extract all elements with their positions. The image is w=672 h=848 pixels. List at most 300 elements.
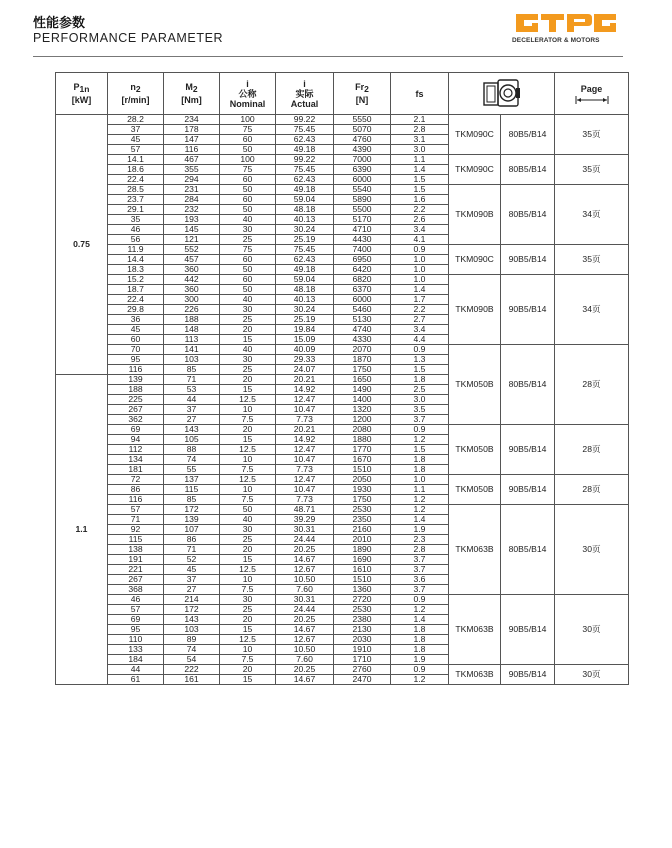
n2-cell: 267 — [108, 575, 164, 585]
n2-cell: 115 — [108, 535, 164, 545]
i-nominal-cell: 15 — [220, 625, 276, 635]
model-cell: TKM090C — [449, 115, 501, 155]
i-actual-cell: 49.18 — [276, 265, 334, 275]
m2-cell: 74 — [164, 645, 220, 655]
i-nominal-cell: 20 — [220, 375, 276, 385]
m2-cell: 226 — [164, 305, 220, 315]
i-actual-cell: 49.18 — [276, 185, 334, 195]
fs-cell: 3.7 — [391, 415, 449, 425]
i-actual-cell: 62.43 — [276, 175, 334, 185]
flange-cell: 90B5/B14 — [501, 595, 555, 665]
i-actual-cell: 12.47 — [276, 475, 334, 485]
i-nominal-cell: 12.5 — [220, 475, 276, 485]
n2-cell: 29.1 — [108, 205, 164, 215]
m2-cell: 360 — [164, 285, 220, 295]
i-actual-cell: 48.18 — [276, 205, 334, 215]
i-nominal-cell: 75 — [220, 165, 276, 175]
m2-cell: 222 — [164, 665, 220, 675]
i-actual-cell: 30.24 — [276, 225, 334, 235]
page-cell: 28页 — [555, 425, 629, 475]
fs-cell: 1.7 — [391, 295, 449, 305]
i-actual-cell: 75.45 — [276, 245, 334, 255]
table-row — [56, 505, 629, 515]
i-nominal-cell: 10 — [220, 405, 276, 415]
i-actual-cell: 99.22 — [276, 155, 334, 165]
n2-cell: 22.4 — [108, 175, 164, 185]
i-nominal-cell: 15 — [220, 555, 276, 565]
fs-cell: 3.0 — [391, 395, 449, 405]
m2-cell: 360 — [164, 265, 220, 275]
m2-cell: 116 — [164, 145, 220, 155]
fs-cell: 1.8 — [391, 465, 449, 475]
n2-cell: 45 — [108, 325, 164, 335]
i-actual-cell: 29.33 — [276, 355, 334, 365]
fs-cell: 2.3 — [391, 535, 449, 545]
m2-cell: 457 — [164, 255, 220, 265]
i-actual-cell: 39.29 — [276, 515, 334, 525]
m2-cell: 300 — [164, 295, 220, 305]
fr2-cell: 7000 — [334, 155, 391, 165]
m2-cell: 143 — [164, 425, 220, 435]
m2-cell: 214 — [164, 595, 220, 605]
m2-cell: 89 — [164, 635, 220, 645]
fr2-cell: 4760 — [334, 135, 391, 145]
n2-cell: 221 — [108, 565, 164, 575]
model-cell: TKM090C — [449, 155, 501, 185]
model-cell: TKM090B — [449, 275, 501, 345]
i-actual-cell: 7.73 — [276, 415, 334, 425]
fr2-cell: 1510 — [334, 575, 391, 585]
fr2-cell: 2470 — [334, 675, 391, 685]
fr2-cell: 5550 — [334, 115, 391, 125]
i-actual-cell: 25.19 — [276, 235, 334, 245]
model-cell: TKM050B — [449, 425, 501, 475]
flange-cell: 80B5/B14 — [501, 115, 555, 155]
n2-cell: 28.2 — [108, 115, 164, 125]
i-nominal-cell: 50 — [220, 145, 276, 155]
i-actual-cell: 14.67 — [276, 555, 334, 565]
n2-cell: 28.5 — [108, 185, 164, 195]
fr2-cell: 1690 — [334, 555, 391, 565]
n2-cell: 18.6 — [108, 165, 164, 175]
flange-cell: 90B5/B14 — [501, 275, 555, 345]
i-nominal-cell: 50 — [220, 505, 276, 515]
m2-cell: 71 — [164, 545, 220, 555]
header-title-cn: 性能参数 — [33, 16, 86, 31]
fr2-cell: 4390 — [334, 145, 391, 155]
col-page: Page — [555, 73, 629, 115]
n2-cell: 69 — [108, 615, 164, 625]
fs-cell: 1.4 — [391, 165, 449, 175]
i-nominal-cell: 10 — [220, 645, 276, 655]
i-nominal-cell: 10 — [220, 575, 276, 585]
m2-cell: 45 — [164, 565, 220, 575]
fr2-cell: 1930 — [334, 485, 391, 495]
table-row — [56, 185, 629, 195]
i-nominal-cell: 50 — [220, 285, 276, 295]
i-nominal-cell: 40 — [220, 295, 276, 305]
m2-cell: 37 — [164, 575, 220, 585]
i-nominal-cell: 7.5 — [220, 585, 276, 595]
table-row — [56, 155, 629, 165]
n2-cell: 46 — [108, 595, 164, 605]
n2-cell: 37 — [108, 125, 164, 135]
i-nominal-cell: 30 — [220, 305, 276, 315]
col-fs: fs — [391, 73, 449, 115]
i-nominal-cell: 12.5 — [220, 565, 276, 575]
i-actual-cell: 62.43 — [276, 135, 334, 145]
n2-cell: 267 — [108, 405, 164, 415]
i-actual-cell: 12.67 — [276, 565, 334, 575]
n2-cell: 116 — [108, 365, 164, 375]
m2-cell: 172 — [164, 505, 220, 515]
col-i-nominal: i 公称 Nominal — [220, 73, 276, 115]
page-cell: 28页 — [555, 345, 629, 425]
i-actual-cell: 14.67 — [276, 625, 334, 635]
page-cell: 35页 — [555, 245, 629, 275]
m2-cell: 88 — [164, 445, 220, 455]
m2-cell: 294 — [164, 175, 220, 185]
header-divider — [33, 56, 623, 57]
n2-cell: 69 — [108, 425, 164, 435]
m2-cell: 143 — [164, 615, 220, 625]
fs-cell: 4.1 — [391, 235, 449, 245]
table-row — [56, 115, 629, 125]
m2-cell: 85 — [164, 495, 220, 505]
i-actual-cell: 99.22 — [276, 115, 334, 125]
model-cell: TKM090C — [449, 245, 501, 275]
fs-cell: 2.7 — [391, 315, 449, 325]
fr2-cell: 4740 — [334, 325, 391, 335]
fs-cell: 2.2 — [391, 305, 449, 315]
fr2-cell: 1750 — [334, 495, 391, 505]
fs-cell: 0.9 — [391, 425, 449, 435]
i-actual-cell: 59.04 — [276, 195, 334, 205]
i-nominal-cell: 60 — [220, 255, 276, 265]
n2-cell: 225 — [108, 395, 164, 405]
i-nominal-cell: 15 — [220, 335, 276, 345]
i-actual-cell: 48.71 — [276, 505, 334, 515]
fs-cell: 3.4 — [391, 325, 449, 335]
fr2-cell: 2130 — [334, 625, 391, 635]
m2-cell: 232 — [164, 205, 220, 215]
n2-cell: 44 — [108, 665, 164, 675]
fr2-cell: 1510 — [334, 465, 391, 475]
fr2-cell: 1750 — [334, 365, 391, 375]
fr2-cell: 5170 — [334, 215, 391, 225]
i-nominal-cell: 30 — [220, 595, 276, 605]
fr2-cell: 2530 — [334, 605, 391, 615]
flange-cell: 90B5/B14 — [501, 665, 555, 685]
fs-cell: 1.9 — [391, 525, 449, 535]
n2-cell: 181 — [108, 465, 164, 475]
fr2-cell: 2380 — [334, 615, 391, 625]
n2-cell: 57 — [108, 505, 164, 515]
fs-cell: 1.2 — [391, 495, 449, 505]
m2-cell: 121 — [164, 235, 220, 245]
n2-cell: 15.2 — [108, 275, 164, 285]
i-actual-cell: 15.09 — [276, 335, 334, 345]
fs-cell: 1.4 — [391, 515, 449, 525]
fs-cell: 1.0 — [391, 265, 449, 275]
m2-cell: 103 — [164, 625, 220, 635]
n2-cell: 191 — [108, 555, 164, 565]
fr2-cell: 4710 — [334, 225, 391, 235]
fr2-cell: 2010 — [334, 535, 391, 545]
i-nominal-cell: 25 — [220, 605, 276, 615]
n2-cell: 95 — [108, 625, 164, 635]
i-nominal-cell: 30 — [220, 355, 276, 365]
m2-cell: 86 — [164, 535, 220, 545]
col-fr2: $Fr_2$ [N] — [334, 73, 391, 115]
fr2-cell: 2350 — [334, 515, 391, 525]
n2-cell: 14.4 — [108, 255, 164, 265]
table-row — [56, 595, 629, 605]
i-actual-cell: 20.25 — [276, 545, 334, 555]
m2-cell: 55 — [164, 465, 220, 475]
col-p1n: $P_{1n}$ [kW] — [56, 73, 108, 115]
page-cell: 35页 — [555, 115, 629, 155]
m2-cell: 355 — [164, 165, 220, 175]
i-nominal-cell: 25 — [220, 235, 276, 245]
table-row — [56, 665, 629, 675]
fs-cell: 2.8 — [391, 125, 449, 135]
fs-cell: 0.9 — [391, 665, 449, 675]
fs-cell: 1.2 — [391, 435, 449, 445]
fs-cell: 1.2 — [391, 505, 449, 515]
n2-cell: 35 — [108, 215, 164, 225]
fr2-cell: 2530 — [334, 505, 391, 515]
table-body — [56, 115, 629, 685]
fs-cell: 1.1 — [391, 485, 449, 495]
m2-cell: 74 — [164, 455, 220, 465]
fs-cell: 1.5 — [391, 365, 449, 375]
i-nominal-cell: 50 — [220, 265, 276, 275]
i-actual-cell: 10.47 — [276, 485, 334, 495]
i-nominal-cell: 60 — [220, 175, 276, 185]
fs-cell: 2.8 — [391, 545, 449, 555]
i-actual-cell: 20.25 — [276, 615, 334, 625]
flange-cell: 90B5/B14 — [501, 425, 555, 475]
i-nominal-cell: 20 — [220, 545, 276, 555]
page-cell: 34页 — [555, 185, 629, 245]
n2-cell: 184 — [108, 655, 164, 665]
i-nominal-cell: 100 — [220, 155, 276, 165]
n2-cell: 112 — [108, 445, 164, 455]
i-actual-cell: 25.19 — [276, 315, 334, 325]
model-cell: TKM063B — [449, 505, 501, 595]
m2-cell: 27 — [164, 415, 220, 425]
fr2-cell: 1400 — [334, 395, 391, 405]
n2-cell: 138 — [108, 545, 164, 555]
i-actual-cell: 14.67 — [276, 675, 334, 685]
header-title-en: PERFORMANCE PARAMETER — [33, 31, 224, 45]
i-nominal-cell: 12.5 — [220, 635, 276, 645]
table-row — [56, 345, 629, 355]
fs-cell: 1.1 — [391, 155, 449, 165]
fs-cell: 1.9 — [391, 655, 449, 665]
fs-cell: 1.4 — [391, 285, 449, 295]
gear-motor-icon — [482, 77, 522, 109]
m2-cell: 467 — [164, 155, 220, 165]
fs-cell: 1.2 — [391, 605, 449, 615]
model-cell: TKM063B — [449, 595, 501, 665]
i-actual-cell: 24.44 — [276, 535, 334, 545]
i-actual-cell: 24.44 — [276, 605, 334, 615]
fr2-cell: 1880 — [334, 435, 391, 445]
i-actual-cell: 7.73 — [276, 495, 334, 505]
n2-cell: 46 — [108, 225, 164, 235]
m2-cell: 115 — [164, 485, 220, 495]
fs-cell: 2.2 — [391, 205, 449, 215]
fr2-cell: 1770 — [334, 445, 391, 455]
i-nominal-cell: 10 — [220, 455, 276, 465]
i-actual-cell: 30.24 — [276, 305, 334, 315]
fs-cell: 3.6 — [391, 575, 449, 585]
m2-cell: 103 — [164, 355, 220, 365]
m2-cell: 188 — [164, 315, 220, 325]
fr2-cell: 1710 — [334, 655, 391, 665]
i-nominal-cell: 12.5 — [220, 445, 276, 455]
i-actual-cell: 59.04 — [276, 275, 334, 285]
fs-cell: 1.0 — [391, 475, 449, 485]
fr2-cell: 1610 — [334, 565, 391, 575]
flange-cell: 90B5/B14 — [501, 475, 555, 505]
n2-cell: 133 — [108, 645, 164, 655]
m2-cell: 148 — [164, 325, 220, 335]
fs-cell: 2.6 — [391, 215, 449, 225]
m2-cell: 71 — [164, 375, 220, 385]
n2-cell: 23.7 — [108, 195, 164, 205]
m2-cell: 193 — [164, 215, 220, 225]
m2-cell: 85 — [164, 365, 220, 375]
n2-cell: 95 — [108, 355, 164, 365]
fs-cell: 1.8 — [391, 645, 449, 655]
i-nominal-cell: 40 — [220, 345, 276, 355]
fr2-cell: 6950 — [334, 255, 391, 265]
model-cell: TKM090B — [449, 185, 501, 245]
n2-cell: 116 — [108, 495, 164, 505]
n2-cell: 11.9 — [108, 245, 164, 255]
model-cell: TKM050B — [449, 475, 501, 505]
logo-wordmark-icon — [514, 12, 618, 34]
i-actual-cell: 40.13 — [276, 295, 334, 305]
page-cell: 30页 — [555, 505, 629, 595]
flange-cell: 80B5/B14 — [501, 185, 555, 245]
fr2-cell: 1870 — [334, 355, 391, 365]
i-nominal-cell: 60 — [220, 195, 276, 205]
fs-cell: 3.0 — [391, 145, 449, 155]
n2-cell: 110 — [108, 635, 164, 645]
i-nominal-cell: 75 — [220, 245, 276, 255]
m2-cell: 284 — [164, 195, 220, 205]
n2-cell: 18.7 — [108, 285, 164, 295]
i-nominal-cell: 20 — [220, 425, 276, 435]
fr2-cell: 2160 — [334, 525, 391, 535]
fr2-cell: 1320 — [334, 405, 391, 415]
page-cell: 35页 — [555, 155, 629, 185]
i-actual-cell: 10.47 — [276, 405, 334, 415]
fs-cell: 3.4 — [391, 225, 449, 235]
fs-cell: 3.7 — [391, 555, 449, 565]
i-actual-cell: 48.18 — [276, 285, 334, 295]
m2-cell: 137 — [164, 475, 220, 485]
m2-cell: 234 — [164, 115, 220, 125]
fs-cell: 1.6 — [391, 195, 449, 205]
fr2-cell: 1360 — [334, 585, 391, 595]
n2-cell: 134 — [108, 455, 164, 465]
i-nominal-cell: 20 — [220, 325, 276, 335]
fr2-cell: 5540 — [334, 185, 391, 195]
n2-cell: 22.4 — [108, 295, 164, 305]
n2-cell: 70 — [108, 345, 164, 355]
i-actual-cell: 10.47 — [276, 455, 334, 465]
flange-cell: 90B5/B14 — [501, 245, 555, 275]
i-actual-cell: 7.73 — [276, 465, 334, 475]
fs-cell: 1.0 — [391, 255, 449, 265]
n2-cell: 56 — [108, 235, 164, 245]
fr2-cell: 6370 — [334, 285, 391, 295]
i-actual-cell: 12.47 — [276, 445, 334, 455]
fs-cell: 1.8 — [391, 625, 449, 635]
i-nominal-cell: 40 — [220, 515, 276, 525]
fr2-cell: 5070 — [334, 125, 391, 135]
fs-cell: 1.8 — [391, 635, 449, 645]
fs-cell: 1.0 — [391, 275, 449, 285]
table-row — [56, 475, 629, 485]
m2-cell: 53 — [164, 385, 220, 395]
m2-cell: 52 — [164, 555, 220, 565]
n2-cell: 14.1 — [108, 155, 164, 165]
fs-cell: 3.5 — [391, 405, 449, 415]
fr2-cell: 1910 — [334, 645, 391, 655]
fr2-cell: 6000 — [334, 175, 391, 185]
fr2-cell: 1670 — [334, 455, 391, 465]
n2-cell: 29.8 — [108, 305, 164, 315]
i-actual-cell: 75.45 — [276, 165, 334, 175]
i-actual-cell: 7.60 — [276, 655, 334, 665]
i-actual-cell: 12.67 — [276, 635, 334, 645]
flange-cell: 80B5/B14 — [501, 155, 555, 185]
i-actual-cell: 12.47 — [276, 395, 334, 405]
fr2-cell: 7400 — [334, 245, 391, 255]
m2-cell: 172 — [164, 605, 220, 615]
fs-cell: 1.5 — [391, 185, 449, 195]
fs-cell: 0.9 — [391, 345, 449, 355]
n2-cell: 71 — [108, 515, 164, 525]
i-actual-cell: 20.25 — [276, 665, 334, 675]
fr2-cell: 6000 — [334, 295, 391, 305]
m2-cell: 147 — [164, 135, 220, 145]
m2-cell: 178 — [164, 125, 220, 135]
col-i-actual: i 实际 Actual — [276, 73, 334, 115]
i-nominal-cell: 40 — [220, 215, 276, 225]
fs-cell: 1.8 — [391, 375, 449, 385]
i-actual-cell: 40.13 — [276, 215, 334, 225]
power-cell: 0.75 — [56, 115, 108, 375]
i-actual-cell: 10.50 — [276, 575, 334, 585]
i-actual-cell: 14.92 — [276, 435, 334, 445]
i-nominal-cell: 15 — [220, 435, 276, 445]
m2-cell: 231 — [164, 185, 220, 195]
i-actual-cell: 30.31 — [276, 595, 334, 605]
fs-cell: 1.2 — [391, 675, 449, 685]
fr2-cell: 2050 — [334, 475, 391, 485]
table-row — [56, 275, 629, 285]
fr2-cell: 5890 — [334, 195, 391, 205]
model-cell: TKM063B — [449, 665, 501, 685]
fr2-cell: 2760 — [334, 665, 391, 675]
